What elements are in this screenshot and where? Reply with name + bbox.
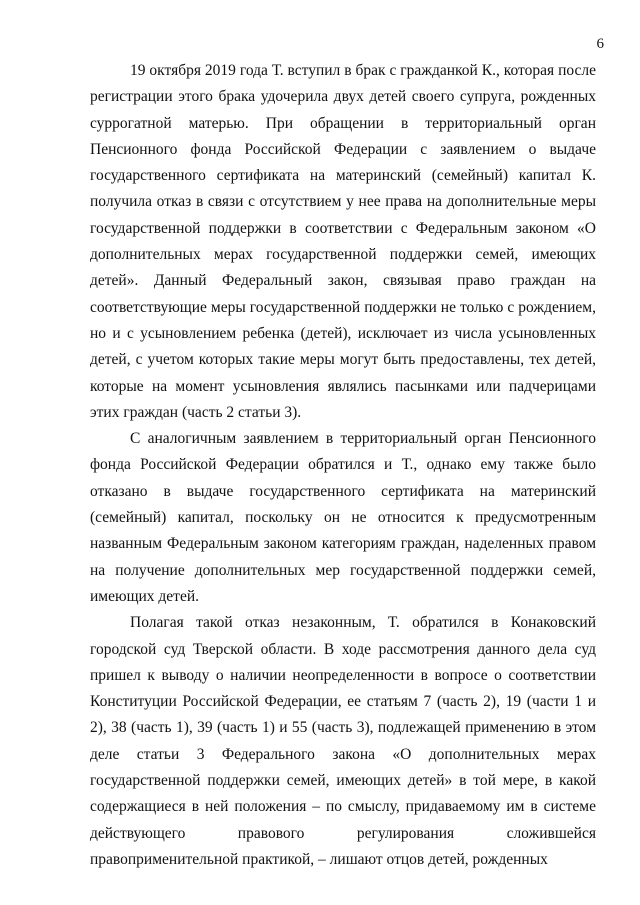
paragraph-1: 19 октября 2019 года Т. вступил в брак с гражданкой К., которая после регистрации этого брака удочерила двух детей своего супруга, рожденных суррогатной матерью. При обращении в территориальный орган Пенсионного фонда Российской Федерации с заявлением о выдаче государственного сертификата на материнский (семейный) капитал К. получила отказ в связи с отсутствием у нее права на дополнительные меры государственной поддержки в соответствии с Федеральным законом «О дополнительных мерах государственной поддержки семей, имеющих детей». Данный Федеральный закон, связывая право граждан на соответствующие меры государственной поддержки не только с рождением, но и с усыновлением ребенка (детей), исключает из числа усыновленных детей, с учетом которых такие меры могут быть предоставлены, тех детей, которые на момент усыновления являлись пасынками или падчерицами этих граждан (часть 2 статьи 3). bbox=[90, 62, 596, 421]
document-body bbox=[90, 58, 596, 873]
paragraph-2: С аналогичным заявлением в территориальный орган Пенсионного фонда Российской Федерации обратился и Т., однако ему также было отказано в выдаче государственного сертификата на материнский (семейный) капитал, поскольку он не относится к предусмотренным названным Федеральным законом категориям граждан, наделенных правом на получение дополнительных мер государственной поддержки семей, имеющих детей. bbox=[90, 430, 596, 605]
paragraph-3: Полагая такой отказ незаконным, Т. обратился в Конаковский городской суд Тверской области. В ходе рассмотрения данного дела суд пришел к выводу о наличии неопределенности в вопросе о соответствии Конституции Российской Федерации, ее статьям 7 (часть 2), 19 (части 1 и 2), 38 (часть 1), 39 (часть 1) и 55 (часть 3), подлежащей применению в этом деле статьи 3 Федерального закона «О дополнительных мерах государственной поддержки семей, имеющих детей» в той мере, в какой содержащиеся в ней положения – по смыслу, придаваемому им в системе действующего правового регулирования сложившейся правоприменительной практикой, – лишают отцов детей, рожденных bbox=[90, 614, 596, 868]
page-number: 6 bbox=[596, 36, 604, 52]
